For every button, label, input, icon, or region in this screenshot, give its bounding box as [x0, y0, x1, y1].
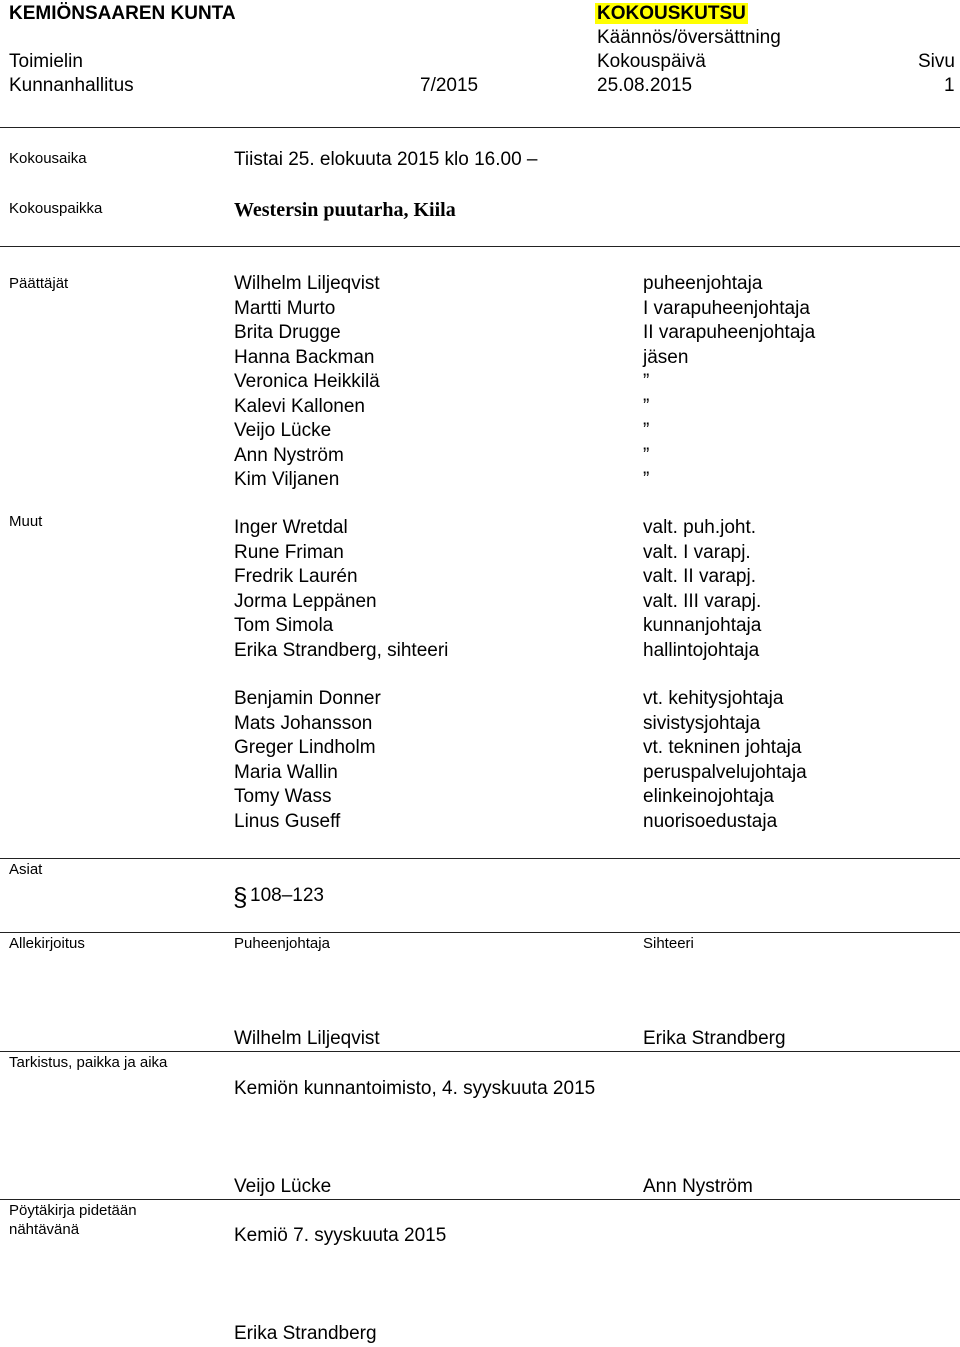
member-role: ” [643, 469, 650, 490]
document-type [595, 2, 748, 26]
meeting-date-label: Kokouspäivä [597, 51, 706, 72]
meeting-place-label: Kokouspaikka [9, 200, 103, 217]
others-names-group2 [234, 687, 381, 834]
member-role: II varapuheenjohtaja [643, 322, 816, 343]
matters-range: 108–123 [250, 885, 324, 906]
member-role: ” [643, 444, 650, 466]
member-name: Veronica Heikkilä [234, 371, 380, 392]
others-roles-group1 [643, 516, 761, 663]
attendee-role: hallintojohtaja [643, 639, 760, 661]
attendee-name: Inger Wretdal [234, 517, 348, 538]
secretary-label: Sihteeri [643, 935, 694, 952]
divider [0, 127, 960, 128]
member-role: puheenjohtaja [643, 273, 763, 294]
member-name: Veijo Lücke [234, 420, 332, 441]
attendee-role: peruspalvelujohtaja [643, 761, 807, 783]
attendee-name: Mats Johansson [234, 712, 373, 734]
attendee-role: nuorisoedustaja [643, 810, 778, 832]
attendee-name: Rune Friman [234, 541, 344, 563]
attendee-role: valt. III varapj. [643, 590, 762, 612]
review-label: Tarkistus, paikka ja aika [9, 1054, 168, 1071]
display-label: Pöytäkirja pidetään nähtävänä [9, 1202, 137, 1238]
attendee-name: Tomy Wass [234, 786, 332, 807]
page-label: Sivu [918, 51, 955, 72]
display-signer: Erika Strandberg [234, 1323, 377, 1344]
chair-name: Wilhelm Liljeqvist [234, 1028, 380, 1049]
meeting-place-value: Westersin puutarha, Kiila [234, 199, 456, 221]
attendee-role: valt. II varapj. [643, 566, 756, 587]
decision-makers-names [234, 272, 380, 493]
attendee-name: Maria Wallin [234, 761, 338, 783]
attendee-name: Benjamin Donner [234, 688, 381, 709]
attendee-role: elinkeinojohtaja [643, 786, 774, 807]
divider [0, 1051, 960, 1052]
member-role: ” [643, 395, 650, 417]
others-names-group1 [234, 516, 448, 663]
body-label: Toimielin [9, 51, 83, 72]
attendee-name: Greger Lindholm [234, 737, 376, 758]
divider [0, 1199, 960, 1200]
translation-label: Käännös/översättning [597, 27, 781, 48]
attendee-role: kunnanjohtaja [643, 615, 762, 636]
others-roles-group2 [643, 687, 807, 834]
display-place-time: Kemiö 7. syyskuuta 2015 [234, 1225, 447, 1246]
municipality-name: KEMIÖNSAAREN KUNTA [9, 3, 236, 24]
review-place-time: Kemiön kunnantoimisto, 4. syyskuuta 2015 [234, 1078, 596, 1099]
chair-label: Puheenjohtaja [234, 935, 330, 952]
matters-label: Asiat [9, 861, 43, 878]
attendee-role: sivistysjohtaja [643, 712, 761, 734]
meeting-time-label: Kokousaika [9, 150, 87, 167]
meeting-date-value: 25.08.2015 [597, 75, 693, 96]
member-name: Kalevi Kallonen [234, 395, 365, 417]
member-role: I varapuheenjohtaja [643, 297, 810, 319]
signatures-label: Allekirjoitus [9, 935, 85, 952]
page-value: 1 [944, 75, 955, 96]
meeting-time-value: Tiistai 25. elokuuta 2015 klo 16.00 – [234, 149, 538, 170]
attendee-name: Tom Simola [234, 615, 334, 636]
attendee-role: vt. tekninen johtaja [643, 737, 802, 758]
member-name: Wilhelm Liljeqvist [234, 273, 380, 294]
reviewer-1-name: Veijo Lücke [234, 1176, 332, 1197]
meeting-number: 7/2015 [420, 75, 479, 96]
attendee-role: valt. puh.joht. [643, 517, 757, 538]
decision-makers-label: Päättäjät [9, 275, 69, 292]
member-role: ” [643, 371, 650, 392]
attendee-role: valt. I varapj. [643, 541, 751, 563]
others-label: Muut [9, 513, 43, 530]
member-name: Ann Nyström [234, 444, 344, 466]
reviewer-2-name: Ann Nyström [643, 1176, 753, 1197]
secretary-name: Erika Strandberg [643, 1028, 786, 1049]
attendee-name: Linus Guseff [234, 810, 341, 832]
divider [0, 932, 960, 933]
divider [0, 246, 960, 247]
attendee-name: Fredrik Laurén [234, 566, 358, 587]
document-type-label: KOKOUSKUTSU [597, 3, 746, 24]
attendee-role: vt. kehitysjohtaja [643, 688, 784, 709]
member-role: jäsen [643, 346, 689, 368]
member-name: Brita Drugge [234, 322, 341, 343]
decision-makers-roles [643, 272, 815, 493]
member-name: Martti Murto [234, 297, 336, 319]
attendee-name: Jorma Leppänen [234, 590, 377, 612]
body-value: Kunnanhallitus [9, 75, 134, 96]
member-name: Hanna Backman [234, 346, 375, 368]
member-role: ” [643, 420, 650, 441]
attendee-name: Erika Strandberg, sihteeri [234, 639, 449, 661]
member-name: Kim Viljanen [234, 469, 340, 490]
section-sign: § [233, 882, 248, 912]
divider [0, 858, 960, 859]
